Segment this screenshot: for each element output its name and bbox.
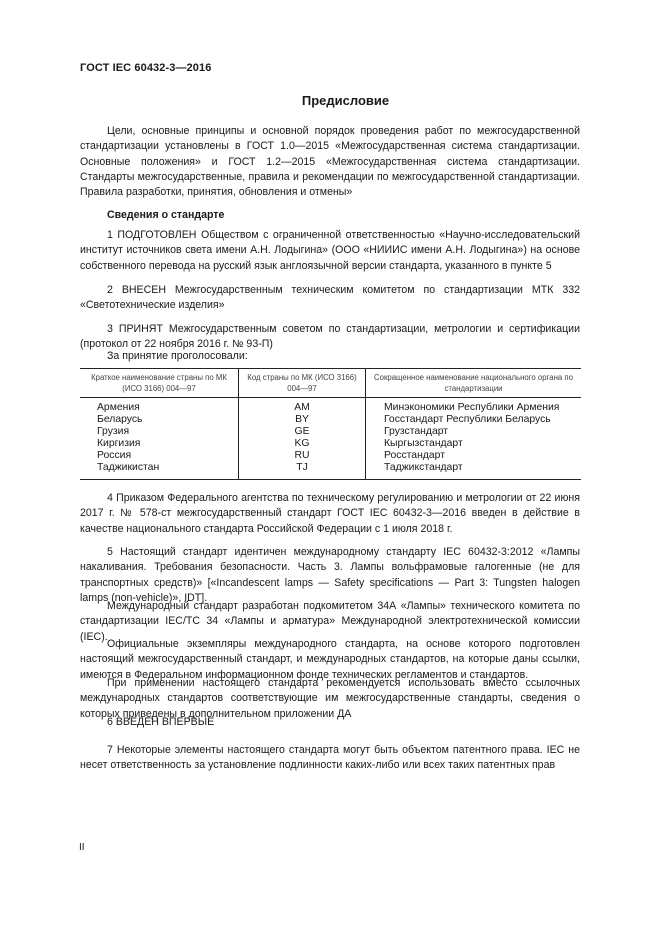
country-cell: Беларусь bbox=[97, 414, 143, 426]
body-cell: Таджикстандарт bbox=[366, 462, 582, 479]
country-cell: Армения bbox=[97, 402, 140, 413]
country-cell: Грузия bbox=[97, 426, 130, 438]
table-row bbox=[80, 462, 581, 479]
body-cell: Минэкономики Республики Армения bbox=[366, 398, 582, 415]
item-1-paragraph bbox=[80, 228, 580, 274]
page-number: II bbox=[79, 842, 85, 853]
country-cell: Таджикистан bbox=[80, 462, 239, 479]
code-cell: KG bbox=[239, 438, 366, 450]
column-header-body: Сокращенное наименование национального органа по стандартизации bbox=[366, 369, 582, 398]
item-7-paragraph bbox=[80, 743, 580, 774]
section-heading: Сведения о стандарте bbox=[107, 209, 225, 221]
table-row bbox=[80, 414, 581, 426]
body-cell: Госстандарт Республики Беларусь bbox=[366, 414, 582, 426]
body-cell: Росстандарт bbox=[366, 450, 582, 462]
item-6-text: 6 ВВЕДЕН ВПЕРВЫЕ bbox=[107, 716, 215, 728]
country-cell: Киргизия bbox=[97, 438, 141, 450]
column-header-code: Код страны по МК (ИСО 3166) 004—97 bbox=[239, 369, 366, 398]
vote-caption-text: За принятие проголосовали: bbox=[107, 350, 248, 362]
vote-caption bbox=[80, 349, 580, 364]
item-2-text: 2 ВНЕСЕН Межгосударственным техническим комитетом по стандартизации МТК 332 «Светотехнические изделия» bbox=[80, 284, 580, 312]
table-row bbox=[80, 438, 581, 450]
item-2-paragraph bbox=[80, 283, 580, 314]
column-header-country: Краткое наименование страны по МК (ИСО 3166) 004—97 bbox=[80, 369, 239, 398]
item-3-text: 3 ПРИНЯТ Межгосударственным советом по стандартизации, метрологии и сертификации (протокол от 22 ноября 2016 г. № 93-П) bbox=[80, 323, 580, 351]
item-5-subcommittee-text: Международный стандарт разработан подкомитетом 34А «Лампы» технического комитета по стандартизации IEC/TC 34 «Лампы и арматура» Международной электротехнической комиссии (IEC). bbox=[80, 600, 580, 643]
item-4-paragraph bbox=[80, 491, 580, 537]
item-5-paragraph bbox=[80, 545, 580, 606]
intro-paragraph bbox=[80, 124, 580, 200]
item-5-application-text: При применении настоящего стандарта рекомендуется использовать вместо ссылочных международных стандартов соответствующие им межгосударственные стандарты, сведения о которых приведены в дополнительном приложении ДА bbox=[80, 677, 580, 720]
body-cell: Кыргызстандарт bbox=[366, 438, 582, 450]
country-cell: Россия bbox=[97, 450, 132, 462]
voting-table bbox=[80, 368, 581, 480]
standard-designation: ГОСТ IEC 60432-3—2016 bbox=[80, 62, 212, 74]
item-4-text: 4 Приказом Федерального агентства по техническому регулированию и метрологии от 22 июня 2017 г. № 578-ст межгосударственный стандарт ГОСТ IEC 60432-3—2016 введен в действие в качестве национального стандарта Российской Федерации с 1 июля 2018 г. bbox=[80, 492, 580, 535]
table-row bbox=[80, 450, 581, 462]
code-cell: AM bbox=[239, 398, 366, 415]
intro-text: Цели, основные принципы и основной порядок проведения работ по межгосударственной стандартизации установлены в ГОСТ 1.0—2015 «Межгосударственная система стандартизации. Основные положения» и ГОСТ 1.2—2015 «Межгосударственная система стандартизации. Стандарты межгосударственные, правила и рекомендации по межгосударственной стандартизации. Правила разработки, принятия, обновления и отмены» bbox=[80, 125, 580, 199]
item-7-text: 7 Некоторые элементы настоящего стандарта могут быть объектом патентного права. IEC не несет ответственность за установление подлинности каких-либо или всех таких патентных прав bbox=[80, 744, 580, 772]
item-6-paragraph bbox=[80, 715, 580, 730]
item-1-text: 1 ПОДГОТОВЛЕН Обществом с ограниченной ответственностью «Научно-исследовательский институт источников света имени А.Н. Лодыгина» (ООО «НИИИС имени А.Н. Лодыгина») на основе собственного перевода на русский язык англоязычной версии стандарта, указанного в пункте 5 bbox=[80, 229, 580, 272]
code-cell: TJ bbox=[239, 462, 366, 479]
table-header-row bbox=[80, 369, 581, 398]
item-5-text: 5 Настоящий стандарт идентичен международному стандарту IEC 60432-3:2012 «Лампы накаливания. Требования безопасности. Часть 3. Лампы вольфрамовые галогенные (не для транспортных средств)» [«Incandescent lamps — Safety specifications — Part 3: Tungsten halogen lamps (non-vehicle)», IDT]. bbox=[80, 546, 580, 604]
code-cell: RU bbox=[239, 450, 366, 462]
page-title: Предисловие bbox=[301, 93, 390, 108]
item-3-paragraph bbox=[80, 322, 580, 353]
item-5-copies-text: Официальные экземпляры международного стандарта, на основе которого подготовлен настоящий межгосударственный стандарт, и международных стандартов, на которые даны ссылки, имеются в Федеральном информационном фонде технических регламентов и стандартов. bbox=[80, 638, 580, 681]
code-cell: BY bbox=[239, 414, 366, 426]
table-row bbox=[80, 398, 581, 415]
table-row bbox=[80, 426, 581, 438]
code-cell: GE bbox=[239, 426, 366, 438]
body-cell: Грузстандарт bbox=[366, 426, 582, 438]
